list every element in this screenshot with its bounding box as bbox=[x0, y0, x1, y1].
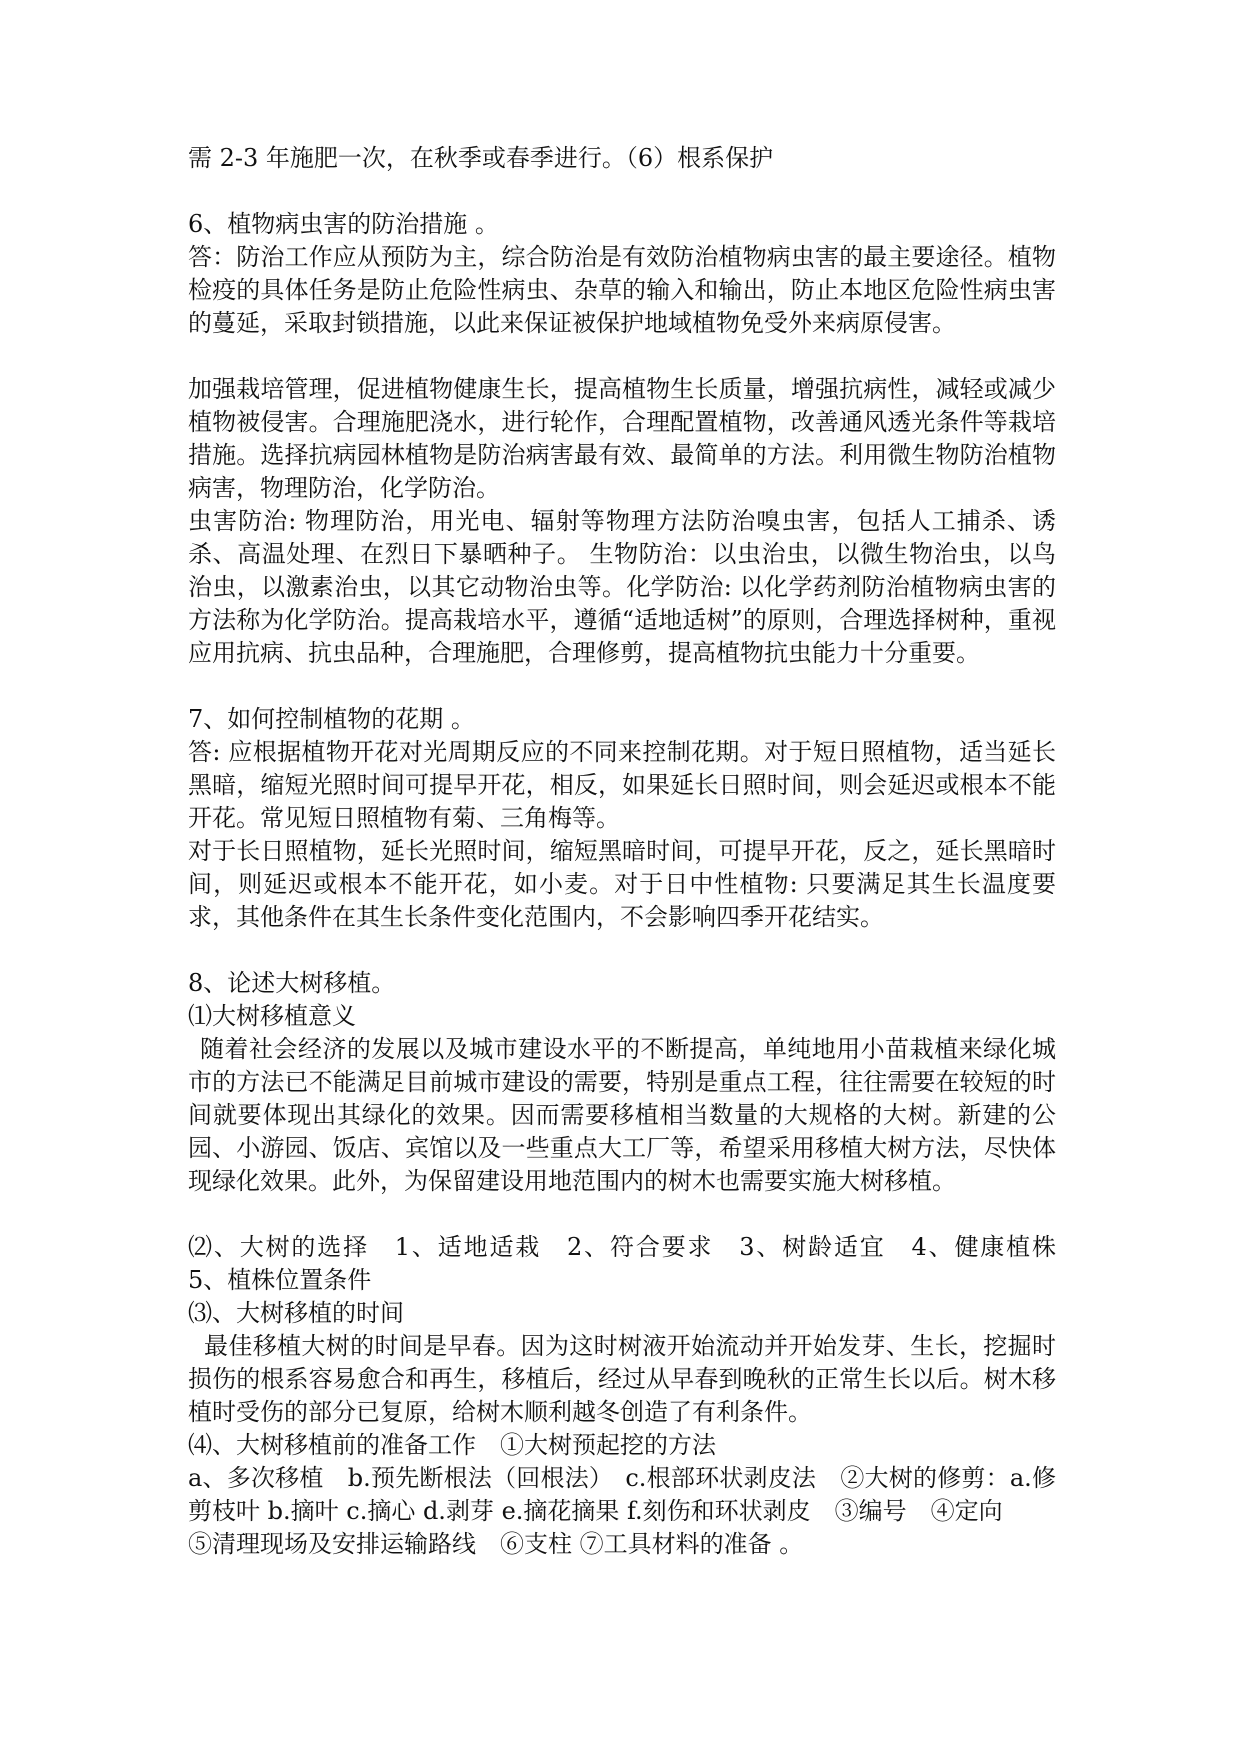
paragraph-insect-control: 虫害防治: 物理防治，用光电、辐射等物理方法防治嗅虫害，包括人工捕杀、诱杀、高温处理、在烈日下暴晒种子。 生物防治：以虫治虫，以微生物治虫，以鸟治虫，以激素治虫，以其它动物治虫等。化学防治: 以化学药剂防治植物病虫害的方法称为化学防治。提高栽培水平，遵循“适地适树”的原则，合理选择树种，重视应用抗病、抗虫品种，合理施肥，合理修剪，提高植物抗虫能力十分重要。 bbox=[188, 507, 1056, 667]
paragraph-quarantine: 答：防治工作应从预防为主，综合防治是有效防治植物病虫害的最主要途径。植物检疫的具体任务是防止危险性病虫、杂草的输入和输出，防止本地区危险性病虫害的蔓延，采取封锁措施，以此来保证被保护地域植物免受外来病原侵害。 bbox=[188, 243, 1056, 337]
paragraph-tree-selection: ⑵、大树的选择 1、适地适栽 2、符合要求 3、树龄适宜 4、健康植株 5、植株位置条件 bbox=[188, 1233, 1080, 1294]
paragraph-gap bbox=[188, 934, 1056, 967]
subheading-preparation: ⑷、大树移植前的准备工作 ①大树预起挖的方法 bbox=[188, 1431, 716, 1459]
paragraph-short-day: 答: 应根据植物开花对光周期反应的不同来控制花期。对于短日照植物，适当延长黑暗，缩短光照时间可提早开花，相反，如果延长日照时间，则会延迟或根本不能开花。常见短日照植物有菊、三角梅等。 bbox=[188, 738, 1056, 832]
paragraph-long-day: 对于长日照植物，延长光照时间，缩短黑暗时间，可提早开花，反之，延长黑暗时间，则延迟或根本不能开花，如小麦。对于日中性植物: 只要满足其生长温度要求，其他条件在其生长条件变化范围内，不会影响四季开花结实。 bbox=[188, 837, 1056, 931]
paragraph-gap bbox=[188, 1198, 1056, 1231]
paragraph-gap bbox=[188, 340, 1056, 373]
heading-pest-control: 6、植物病虫害的防治措施 。 bbox=[188, 210, 499, 238]
text-line-fertilize: 需 2-3 年施肥一次，在秋季或春季进行。（6）根系保护 bbox=[188, 144, 774, 172]
heading-tree-transplant: 8、论述大树移植。 bbox=[188, 969, 396, 997]
heading-flowering-control: 7、如何控制植物的花期 。 bbox=[188, 705, 475, 733]
paragraph-gap bbox=[188, 175, 1056, 208]
subheading-significance: ⑴大树移植意义 bbox=[188, 1002, 356, 1030]
paragraph-gap bbox=[188, 670, 1056, 703]
paragraph-significance: 随着社会经济的发展以及城市建设水平的不断提高，单纯地用小苗栽植来绿化城市的方法已不能满足目前城市建设的需要，特别是重点工程，往往需要在较短的时间就要体现出其绿化的效果。因而需要移植相当数量的大规格的大树。新建的公园、小游园、饭店、宾馆以及一些重点大工厂等，希望采用移植大树方法，尽快体现绿化效果。此外，为保留建设用地范围内的树木也需要实施大树移植。 bbox=[188, 1035, 1056, 1195]
paragraph-transplant-time: 最佳移植大树的时间是早春。因为这时树液开始流动并开始发芽、生长，挖掘时损伤的根系容易愈合和再生，移植后，经过从早春到晚秋的正常生长以后。树木移植时受伤的部分已复原，给树木顺利越冬创造了有利条件。 bbox=[188, 1332, 1056, 1426]
paragraph-cultivation: 加强栽培管理，促进植物健康生长，提高植物生长质量，增强抗病性，减轻或减少植物被侵害。合理施肥浇水，进行轮作，合理配置植物，改善通风透光条件等栽培措施。选择抗病园林植物是防治病害最有效、最简单的方法。利用微生物防治植物病害，物理防治，化学防治。 bbox=[188, 375, 1056, 502]
document-page bbox=[188, 142, 1080, 1561]
paragraph-preparation-methods: a、多次移植 b.预先断根法（回根法） c.根部环状剥皮法 ②大树的修剪：a.修剪枝叶 b.摘叶 c.摘心 d.剥芽 e.摘花摘果 f.刻伤和环状剥皮 ③编号 ④定向 bbox=[188, 1464, 1056, 1525]
subheading-transplant-time: ⑶、大树移植的时间 bbox=[188, 1299, 404, 1327]
paragraph-preparation-final: ⑤清理现场及安排运输路线 ⑥支柱 ⑦工具材料的准备 。 bbox=[188, 1530, 804, 1558]
